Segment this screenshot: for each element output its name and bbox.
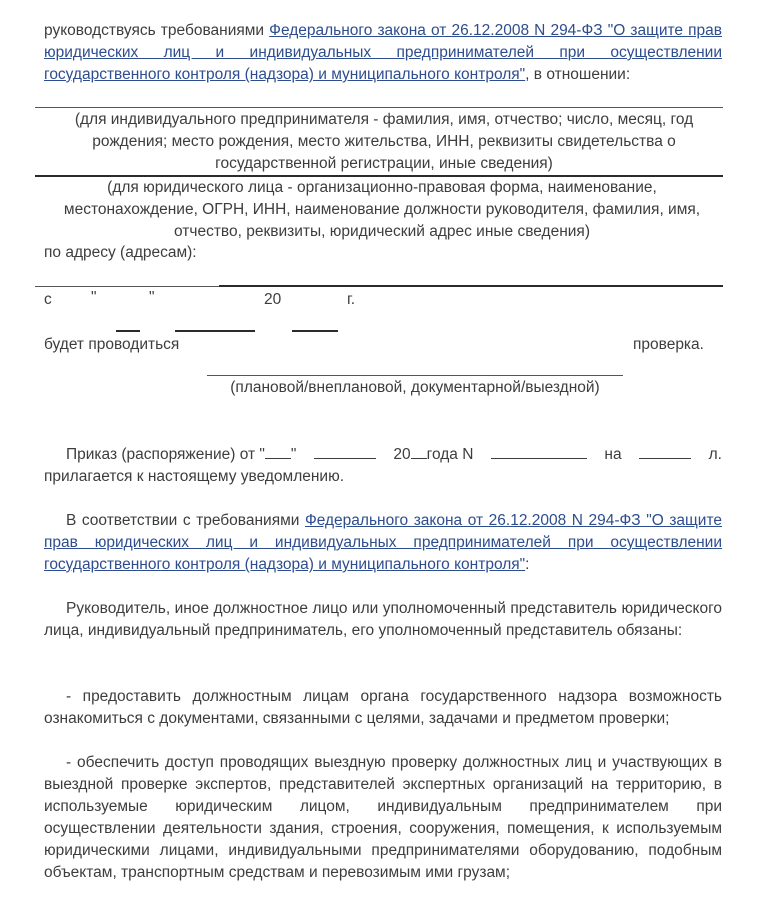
compliance-suffix: : — [525, 556, 530, 573]
month-blank[interactable] — [175, 330, 255, 332]
legal-entity-caption: (для юридического лица - организационно-правовая форма, наименование, местонахождение, ОГРН, ИНН, наименование должности руководителя, фамилия, имя, отчество, реквизиты, юридический адрес иные сведения) — [63, 179, 701, 240]
compliance-paragraph — [44, 510, 722, 576]
inspection-type-caption: (плановой/внеплановой, документарной/выездной) — [230, 379, 600, 396]
obligation-item: - обеспечить доступ проводящих выездную проверку должностных лиц и участвующих в выездной проверке экспертов, представителей экспертных организаций на территорию, в используемые юридическим лицом, индивидуальным предпринимателем при осуществлении деятельности здания, строения, сооружения, помещения, к используемым юридическими лицами, индивидуальными предпринимателями оборудованию, подобным объектам, транспортным средствам и перевозимым ими грузам; — [44, 754, 722, 881]
date-year-suffix: г. — [347, 291, 356, 308]
order-line-2: прилагается к настоящему уведомлению. — [44, 468, 345, 485]
order-year-blank[interactable] — [411, 444, 427, 459]
compliance-prefix: В соответствии с требованиями — [66, 512, 305, 529]
order-year: 20 года N — [393, 446, 474, 463]
federal-law-link[interactable]: Федерального закона от 26.12.2008 N 294-ФЗ "О защите прав юридических лиц и индивидуальных предпринимателей при осуществлении государственного контроля (надзора) и муниципального контроля" — [44, 22, 722, 83]
conducted-suffix: проверка. — [633, 336, 704, 353]
order-on-label: на — [604, 446, 622, 463]
address-fill-line-right — [219, 285, 723, 287]
date-from-label: с — [44, 291, 52, 308]
date-quote-close: " — [149, 289, 155, 306]
order-text-a: Приказ (распоряжение) от " " — [66, 446, 297, 463]
date-quote-open: " — [91, 289, 97, 306]
intro-suffix: , в отношении: — [525, 66, 631, 83]
order-pages-suffix: л. — [708, 446, 722, 463]
order-line — [66, 444, 722, 466]
address-fill-line-left — [35, 286, 225, 287]
order-pages-blank[interactable] — [639, 444, 691, 459]
date-year-prefix: 20 — [264, 291, 282, 308]
obligations-intro: Руководитель, иное должностное лицо или уполномоченный представитель юридического лица, индивидуальный предприниматель, его уполномоченный представитель обязаны: — [44, 600, 722, 639]
order-number-blank[interactable] — [491, 444, 587, 459]
federal-law-link-2[interactable]: Федерального закона от 26.12.2008 N 294-ФЗ "О защите прав юридических лиц и индивидуальных предпринимателей при осуществлении государственного контроля (надзора) и муниципального контроля" — [44, 512, 723, 573]
address-label: по адресу (адресам): — [44, 244, 197, 261]
intro-prefix: руководствуясь требованиями — [44, 22, 270, 39]
individual-fill-line — [35, 107, 723, 108]
individual-caption: (для индивидуального предпринимателя - фамилия, имя, отчество; число, месяц, год рождения; место рождения, место жительства, ИНН, реквизиты свидетельства о государственной регистрации, иные сведения) — [74, 111, 694, 172]
order-day-blank[interactable] — [265, 444, 291, 459]
obligation-item: - предоставить должностным лицам органа государственного надзора возможность ознакомиться с документами, связанными с целями, задачами и предметом проверки; — [44, 688, 722, 727]
year-blank[interactable] — [292, 330, 338, 332]
order-month-blank[interactable] — [314, 444, 376, 459]
intro-paragraph — [44, 20, 722, 86]
inspection-type-fill-line — [207, 375, 623, 376]
conducted-prefix: будет проводиться — [44, 336, 180, 353]
day-blank[interactable] — [116, 330, 140, 332]
